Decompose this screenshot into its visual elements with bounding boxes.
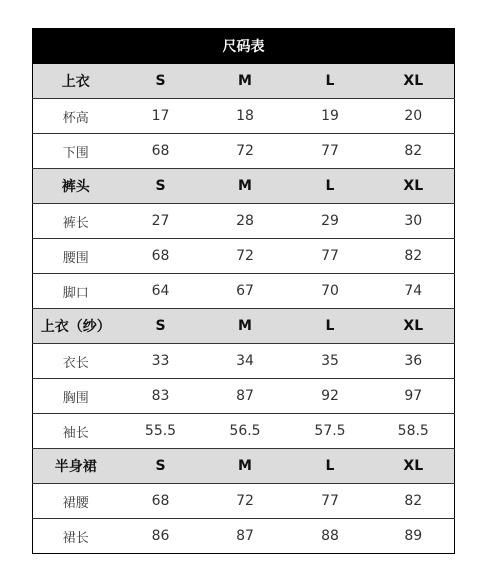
measurement-value: 72: [203, 134, 288, 169]
size-column-header: L: [288, 64, 373, 99]
measurement-label: 裙长: [33, 519, 119, 554]
measurement-label: 杯高: [33, 99, 119, 134]
measurement-value: 77: [288, 239, 373, 274]
measurement-value: 88: [288, 519, 373, 554]
size-column-header: L: [288, 449, 373, 484]
size-column-header: S: [119, 309, 203, 344]
section-header-row: [33, 309, 455, 344]
size-column-header: M: [203, 169, 288, 204]
measurement-value: 64: [119, 274, 203, 309]
measurement-value: 33: [119, 344, 203, 379]
table-row: [33, 379, 455, 414]
measurement-value: 77: [288, 134, 373, 169]
measurement-value: 97: [373, 379, 455, 414]
section-title: 裤头: [33, 169, 119, 204]
section-title: 上衣: [33, 64, 119, 99]
measurement-value: 35: [288, 344, 373, 379]
title-row: [33, 29, 455, 64]
table-row: [33, 519, 455, 554]
chart-title: 尺码表: [33, 29, 455, 64]
size-column-header: S: [119, 449, 203, 484]
measurement-value: 58.5: [373, 414, 455, 449]
measurement-value: 56.5: [203, 414, 288, 449]
size-chart-body: [33, 29, 455, 554]
measurement-value: 36: [373, 344, 455, 379]
size-column-header: L: [288, 169, 373, 204]
measurement-value: 82: [373, 239, 455, 274]
table-row: [33, 484, 455, 519]
table-row: [33, 134, 455, 169]
measurement-label: 衣长: [33, 344, 119, 379]
measurement-value: 82: [373, 134, 455, 169]
measurement-label: 袖长: [33, 414, 119, 449]
size-column-header: M: [203, 309, 288, 344]
measurement-value: 29: [288, 204, 373, 239]
table-row: [33, 99, 455, 134]
size-column-header: XL: [373, 169, 455, 204]
measurement-value: 20: [373, 99, 455, 134]
table-row: [33, 204, 455, 239]
measurement-label: 裤长: [33, 204, 119, 239]
size-column-header: XL: [373, 309, 455, 344]
measurement-value: 27: [119, 204, 203, 239]
measurement-value: 86: [119, 519, 203, 554]
measurement-label: 腰围: [33, 239, 119, 274]
measurement-value: 19: [288, 99, 373, 134]
section-header-row: [33, 449, 455, 484]
measurement-value: 72: [203, 239, 288, 274]
measurement-label: 下围: [33, 134, 119, 169]
size-column-header: XL: [373, 449, 455, 484]
measurement-value: 67: [203, 274, 288, 309]
measurement-value: 72: [203, 484, 288, 519]
table-row: [33, 344, 455, 379]
size-column-header: M: [203, 449, 288, 484]
measurement-value: 74: [373, 274, 455, 309]
measurement-label: 胸围: [33, 379, 119, 414]
measurement-label: 脚口: [33, 274, 119, 309]
measurement-value: 87: [203, 519, 288, 554]
size-column-header: S: [119, 64, 203, 99]
measurement-value: 70: [288, 274, 373, 309]
section-header-row: [33, 64, 455, 99]
measurement-value: 17: [119, 99, 203, 134]
measurement-value: 34: [203, 344, 288, 379]
size-column-header: M: [203, 64, 288, 99]
size-column-header: XL: [373, 64, 455, 99]
table-row: [33, 274, 455, 309]
size-column-header: L: [288, 309, 373, 344]
measurement-value: 92: [288, 379, 373, 414]
section-title: 半身裙: [33, 449, 119, 484]
size-column-header: S: [119, 169, 203, 204]
measurement-value: 89: [373, 519, 455, 554]
section-header-row: [33, 169, 455, 204]
table-row: [33, 414, 455, 449]
measurement-value: 28: [203, 204, 288, 239]
measurement-value: 68: [119, 484, 203, 519]
size-chart-table: [32, 28, 455, 554]
measurement-value: 18: [203, 99, 288, 134]
table-row: [33, 239, 455, 274]
measurement-value: 55.5: [119, 414, 203, 449]
measurement-value: 68: [119, 134, 203, 169]
section-title: 上衣（纱）: [33, 309, 119, 344]
measurement-value: 82: [373, 484, 455, 519]
measurement-value: 77: [288, 484, 373, 519]
measurement-label: 裙腰: [33, 484, 119, 519]
measurement-value: 83: [119, 379, 203, 414]
measurement-value: 57.5: [288, 414, 373, 449]
measurement-value: 87: [203, 379, 288, 414]
measurement-value: 68: [119, 239, 203, 274]
measurement-value: 30: [373, 204, 455, 239]
